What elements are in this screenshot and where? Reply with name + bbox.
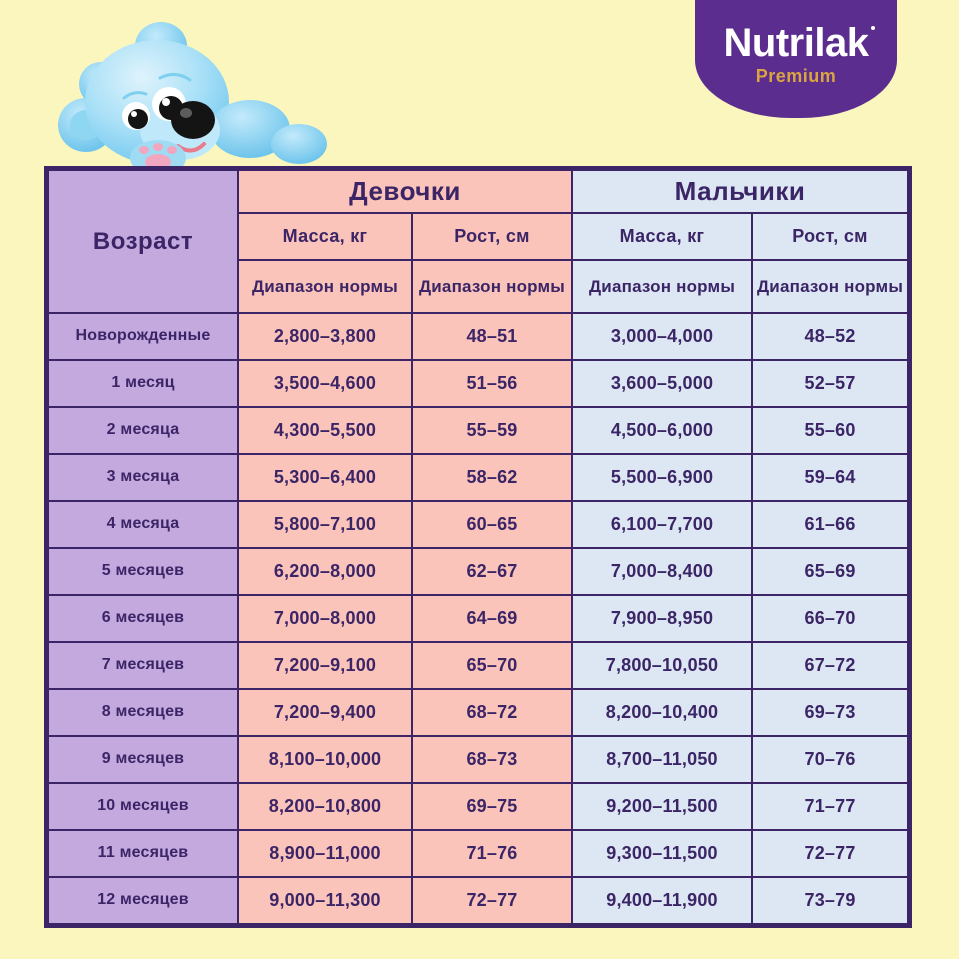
cell-girls-weight: 5,800–7,100 <box>239 502 411 547</box>
cell-girls-height: 68–72 <box>413 690 571 735</box>
cell-age: 1 месяц <box>49 361 237 406</box>
header-range-boys-height: Диапазон нормы <box>753 261 907 312</box>
cell-boys-weight: 9,400–11,900 <box>573 878 751 923</box>
table-row <box>49 831 907 876</box>
cell-boys-weight: 7,900–8,950 <box>573 596 751 641</box>
cell-boys-weight: 9,200–11,500 <box>573 784 751 829</box>
cell-girls-weight: 6,200–8,000 <box>239 549 411 594</box>
table-row <box>49 361 907 406</box>
header-boys: Мальчики <box>573 171 907 212</box>
cell-boys-height: 71–77 <box>753 784 907 829</box>
cell-boys-height: 65–69 <box>753 549 907 594</box>
cell-girls-weight: 2,800–3,800 <box>239 314 411 359</box>
header-girls-weight: Масса, кг <box>239 214 411 259</box>
cell-girls-weight: 8,900–11,000 <box>239 831 411 876</box>
cell-age: 5 месяцев <box>49 549 237 594</box>
table-row <box>49 690 907 735</box>
header-row-gender <box>49 171 907 212</box>
cell-boys-weight: 3,600–5,000 <box>573 361 751 406</box>
header-girls-height: Рост, см <box>413 214 571 259</box>
cell-girls-height: 69–75 <box>413 784 571 829</box>
growth-norms-table <box>44 166 912 928</box>
table-row <box>49 502 907 547</box>
table-row <box>49 408 907 453</box>
header-range-boys-weight: Диапазон нормы <box>573 261 751 312</box>
growth-norms-table-container <box>44 166 904 928</box>
cell-boys-height: 69–73 <box>753 690 907 735</box>
brand-name: Nutrilak <box>723 21 869 65</box>
header-girls: Девочки <box>239 171 571 212</box>
table-row <box>49 549 907 594</box>
cell-girls-weight: 8,100–10,000 <box>239 737 411 782</box>
header-range-girls-height: Диапазон нормы <box>413 261 571 312</box>
table-header <box>49 171 907 312</box>
cell-girls-height: 48–51 <box>413 314 571 359</box>
cell-girls-height: 72–77 <box>413 878 571 923</box>
cell-boys-weight: 7,000–8,400 <box>573 549 751 594</box>
cell-boys-weight: 4,500–6,000 <box>573 408 751 453</box>
cell-boys-weight: 3,000–4,000 <box>573 314 751 359</box>
cell-girls-weight: 7,000–8,000 <box>239 596 411 641</box>
cell-age: 8 месяцев <box>49 690 237 735</box>
cell-girls-weight: 3,500–4,600 <box>239 361 411 406</box>
header-age: Возраст <box>49 171 237 312</box>
cell-age: 4 месяца <box>49 502 237 547</box>
cell-boys-height: 72–77 <box>753 831 907 876</box>
cell-boys-weight: 8,700–11,050 <box>573 737 751 782</box>
cell-girls-weight: 7,200–9,400 <box>239 690 411 735</box>
cell-boys-height: 66–70 <box>753 596 907 641</box>
cell-girls-weight: 4,300–5,500 <box>239 408 411 453</box>
cell-girls-height: 68–73 <box>413 737 571 782</box>
nutrilak-logo-badge <box>695 0 897 118</box>
cell-girls-height: 64–69 <box>413 596 571 641</box>
cell-boys-height: 48–52 <box>753 314 907 359</box>
cell-boys-height: 59–64 <box>753 455 907 500</box>
table-row <box>49 784 907 829</box>
cell-boys-height: 55–60 <box>753 408 907 453</box>
cell-age: 9 месяцев <box>49 737 237 782</box>
cell-girls-height: 62–67 <box>413 549 571 594</box>
cell-girls-height: 60–65 <box>413 502 571 547</box>
cell-age: 6 месяцев <box>49 596 237 641</box>
cell-girls-weight: 7,200–9,100 <box>239 643 411 688</box>
cell-age: 10 месяцев <box>49 784 237 829</box>
cell-boys-height: 52–57 <box>753 361 907 406</box>
table-row <box>49 737 907 782</box>
table-row <box>49 643 907 688</box>
cell-age: Новорожденные <box>49 314 237 359</box>
table-row <box>49 878 907 923</box>
table-row <box>49 596 907 641</box>
cell-boys-height: 73–79 <box>753 878 907 923</box>
cell-girls-weight: 9,000–11,300 <box>239 878 411 923</box>
cell-age: 3 месяца <box>49 455 237 500</box>
cell-girls-height: 55–59 <box>413 408 571 453</box>
cell-boys-weight: 9,300–11,500 <box>573 831 751 876</box>
table-body <box>49 314 907 923</box>
cell-age: 12 месяцев <box>49 878 237 923</box>
cell-age: 2 месяца <box>49 408 237 453</box>
cell-boys-height: 70–76 <box>753 737 907 782</box>
cell-girls-height: 65–70 <box>413 643 571 688</box>
cell-age: 7 месяцев <box>49 643 237 688</box>
header-range-girls-weight: Диапазон нормы <box>239 261 411 312</box>
teddy-bear-mascot <box>52 22 342 182</box>
cell-girls-height: 51–56 <box>413 361 571 406</box>
header-boys-weight: Масса, кг <box>573 214 751 259</box>
cell-boys-weight: 5,500–6,900 <box>573 455 751 500</box>
cell-girls-height: 58–62 <box>413 455 571 500</box>
brand-tagline: Premium <box>755 66 837 86</box>
cell-girls-height: 71–76 <box>413 831 571 876</box>
cell-age: 11 месяцев <box>49 831 237 876</box>
cell-girls-weight: 8,200–10,800 <box>239 784 411 829</box>
table-row <box>49 455 907 500</box>
table-row <box>49 314 907 359</box>
header-boys-height: Рост, см <box>753 214 907 259</box>
cell-boys-height: 67–72 <box>753 643 907 688</box>
cell-boys-weight: 6,100–7,700 <box>573 502 751 547</box>
cell-boys-weight: 7,800–10,050 <box>573 643 751 688</box>
cell-girls-weight: 5,300–6,400 <box>239 455 411 500</box>
cell-boys-weight: 8,200–10,400 <box>573 690 751 735</box>
cell-boys-height: 61–66 <box>753 502 907 547</box>
